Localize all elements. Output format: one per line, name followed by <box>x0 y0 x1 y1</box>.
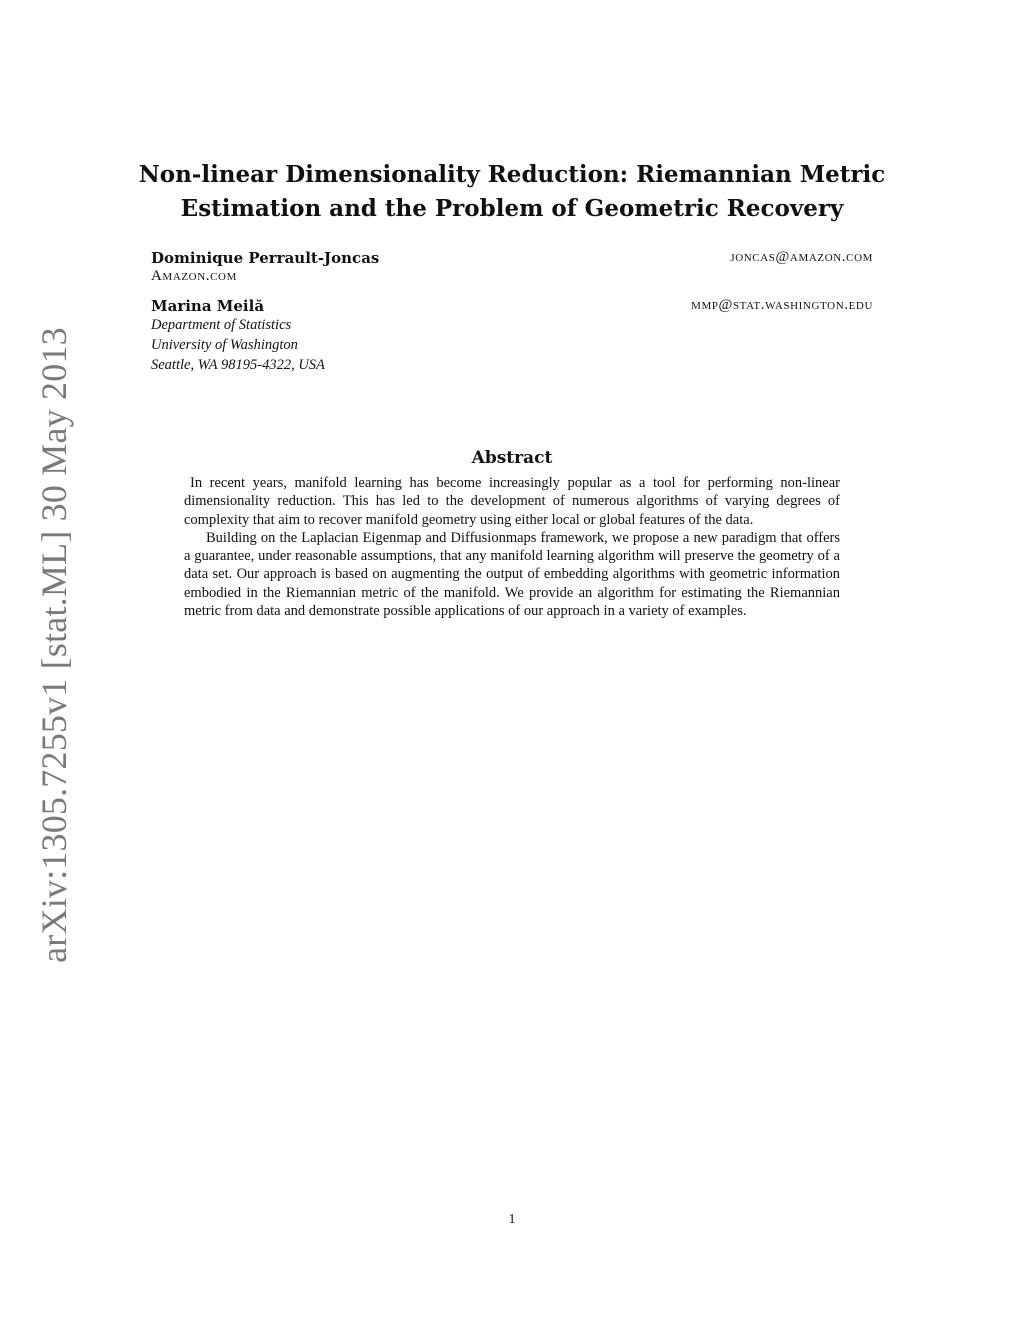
author-line-1 <box>151 248 873 267</box>
author-affiliation-1: Amazon.com <box>151 268 237 284</box>
abstract-body <box>184 474 840 620</box>
paper-title <box>0 158 1024 226</box>
author-address-2: Seattle, WA 98195-4322, USA <box>151 357 325 373</box>
author-university-2: University of Washington <box>151 337 298 353</box>
author-name-1: Dominique Perrault-Joncas <box>151 249 380 267</box>
author-department-2: Department of Statistics <box>151 317 292 333</box>
arxiv-identifier-stamp: arXiv:1305.7255v1 [stat.ML] 30 May 2013 <box>34 327 74 963</box>
paper-title-line-1: Non-linear Dimensionality Reduction: Riemannian Metric <box>138 161 886 188</box>
author-block-2 <box>151 296 873 375</box>
author-name-2: Marina Meilă <box>151 297 265 315</box>
paper-title-line-2: Estimation and the Problem of Geometric Recovery <box>180 195 844 222</box>
author-email-1[interactable]: joncas@amazon.com <box>730 249 873 265</box>
page-number: 1 <box>508 1212 516 1227</box>
author-block-1 <box>151 248 873 286</box>
author-email-2[interactable]: mmp@stat.washington.edu <box>691 297 873 313</box>
abstract-paragraph-2: Building on the Laplacian Eigenmap and Diffusionmaps framework, we propose a new paradigm that offers a guarantee, under reasonable assumptions, that any manifold learning algorithm will preserve the geometry of a data set. Our approach is based on augmenting the output of embedding algorithms with geometric information embodied in the Riemannian metric of the manifold. We provide an algorithm for estimating the Riemannian metric from data and demonstrate possible applications of our approach in a variety of examples. <box>184 529 840 620</box>
abstract-heading: Abstract <box>471 448 553 468</box>
author-line-2 <box>151 296 873 315</box>
abstract-paragraph-1: In recent years, manifold learning has become increasingly popular as a tool for performing non-linear dimensionality reduction. This has led to the development of numerous algorithms of varying degrees of complexity that aim to recover manifold geometry using either local or global features of the data. <box>184 475 840 528</box>
